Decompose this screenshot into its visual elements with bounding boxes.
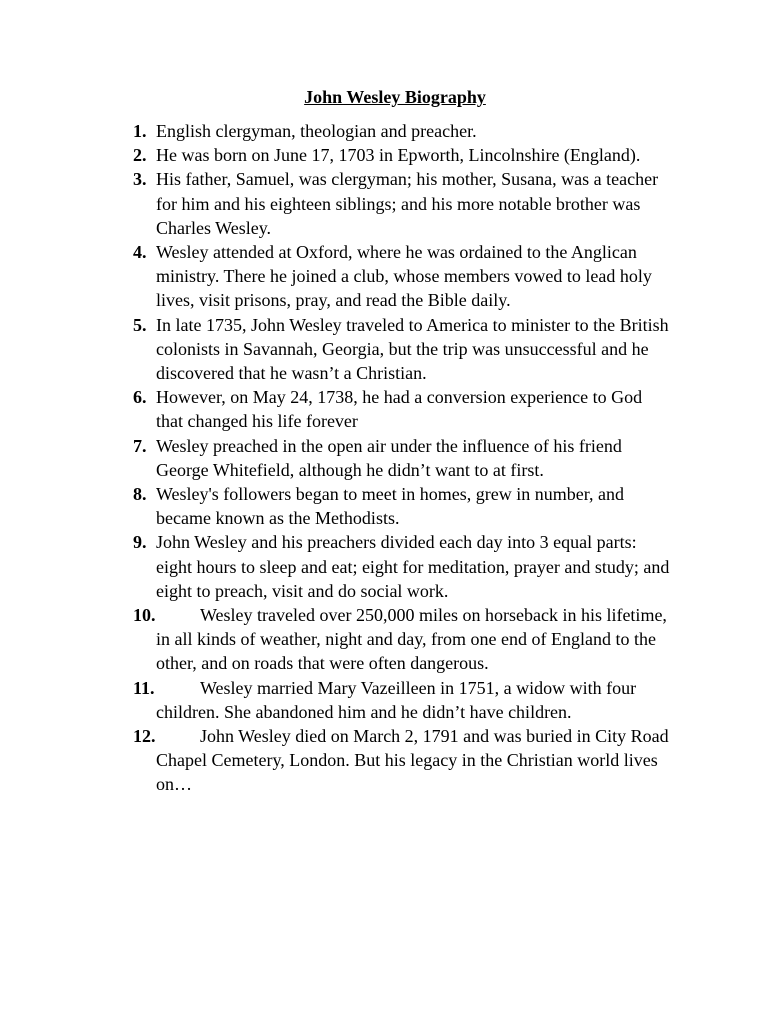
item-number: 10. xyxy=(133,605,156,626)
list-item xyxy=(131,603,671,676)
list-item xyxy=(131,724,671,797)
item-number: 9. xyxy=(133,532,147,553)
item-number: 3. xyxy=(133,169,147,190)
item-text: Wesley attended at Oxford, where he was ordained to the Anglican ministry. There he joined a club, whose members vowed to lead holy lives, visit prisons, pray, and read the Bible daily. xyxy=(156,242,652,311)
item-text: He was born on June 17, 1703 in Epworth, Lincolnshire (England). xyxy=(156,145,641,166)
item-number: 1. xyxy=(133,121,147,141)
item-text: Wesley preached in the open air under the influence of his friend George Whitefield, although he didn’t want to at first. xyxy=(156,435,622,480)
list-item xyxy=(131,434,671,482)
item-text: Wesley married Mary Vazeilleen in 1751, a widow with four children. She abandoned him and he didn’t have children. xyxy=(156,677,637,722)
item-text: However, on May 24, 1738, he had a conversion experience to God that changed his life forever xyxy=(156,387,643,432)
item-text: English clergyman, theologian and preacher. xyxy=(156,121,477,141)
list-item xyxy=(131,313,671,386)
list-item xyxy=(131,385,671,433)
item-number: 5. xyxy=(133,314,147,335)
item-number: 6. xyxy=(133,387,147,408)
item-text: In late 1735, John Wesley traveled to America to minister to the British colonists in Savannah, Georgia, but the trip was unsuccessful and he discovered that he wasn’t a Christian. xyxy=(156,314,669,384)
item-number: 7. xyxy=(133,435,147,456)
item-text: His father, Samuel, was clergyman; his mother, Susana, was a teacher for him and his eighteen siblings; and his more notable brother was Charles Wesley. xyxy=(156,169,659,238)
item-number: 11. xyxy=(133,677,155,698)
item-number: 4. xyxy=(133,242,147,263)
list-item xyxy=(131,482,671,530)
item-number: 8. xyxy=(133,484,147,505)
list-item xyxy=(131,119,671,143)
list-item xyxy=(131,676,671,724)
list-item xyxy=(131,143,671,167)
list-item xyxy=(131,240,671,313)
item-text: John Wesley died on March 2, 1791 and was buried in City Road Chapel Cemetery, London. But his legacy in the Christian world lives on… xyxy=(156,726,669,795)
item-number: 2. xyxy=(133,145,147,166)
item-text: Wesley's followers began to meet in homes, grew in number, and became known as the Methodists. xyxy=(156,484,624,529)
list-item xyxy=(131,530,671,603)
list-item xyxy=(131,167,671,240)
item-text: John Wesley and his preachers divided each day into 3 equal parts: eight hours to sleep and eat; eight for meditation, prayer and study; and eight to preach, visit and do social work. xyxy=(156,532,670,601)
item-number: 12. xyxy=(133,726,156,747)
biography-list xyxy=(131,119,671,797)
item-text: Wesley traveled over 250,000 miles on horseback in his lifetime, in all kinds of weather, night and day, from one end of England to the other, and on roads that were often dangerous. xyxy=(156,605,667,674)
page-title: John Wesley Biography xyxy=(304,87,486,107)
